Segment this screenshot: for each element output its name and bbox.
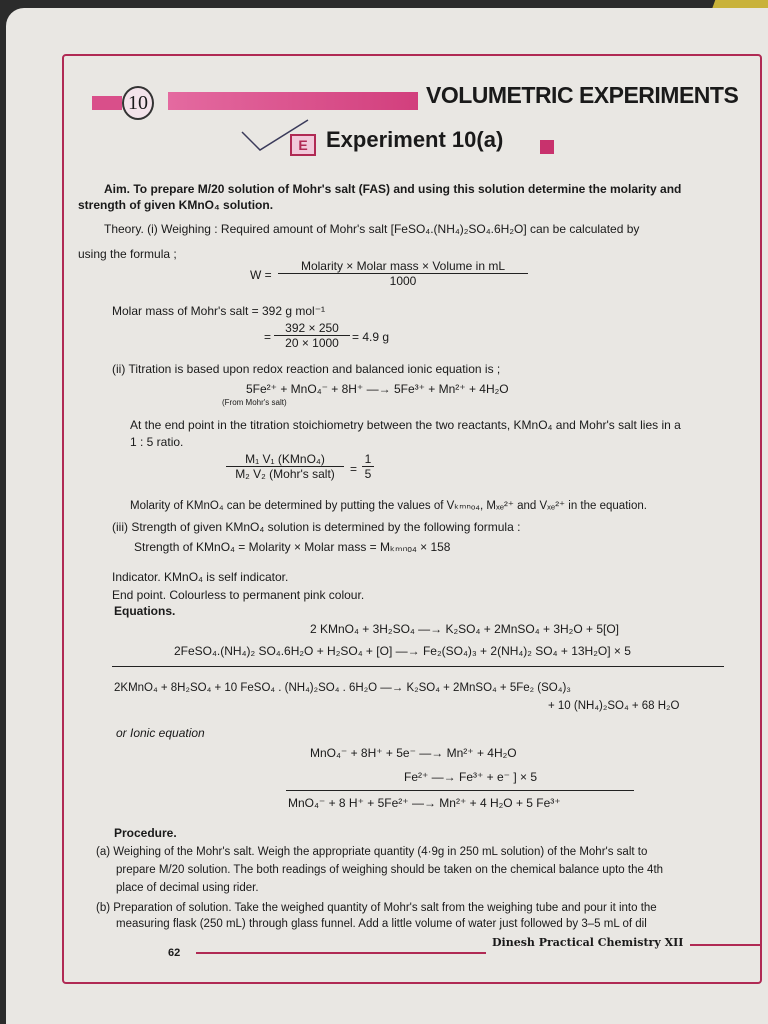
procedure-b-line-1: (b) Preparation of solution. Take the weighed quantity of Mohr's salt from the weighing tube and pour it into the [96,902,657,914]
indicator-line: Indicator. KMnO₄ is self indicator. [112,570,289,584]
molar-mass-line: Molar mass of Mohr's salt = 392 g mol⁻¹ [112,304,326,318]
aim-line-1: Aim. To prepare M/20 solution of Mohr's salt (FAS) and using this solution determine the molarity and [104,182,682,196]
procedure-a-line-1: (a) Weighing of the Mohr's salt. Weigh the appropriate quantity (4·9g in 250 mL solution) of the Mohr's salt to [96,846,648,858]
weight-numerator: Molarity × Molar mass × Volume in mL [278,259,528,274]
ratio-denominator: M₂ V₂ (Mohr's salt) [235,467,335,481]
ionic-equation: 5Fe²⁺ + MnO₄⁻ + 8H⁺ —→ 5Fe³⁺ + Mn²⁺ + 4H₂O [246,382,509,396]
strength-formula: Strength of KMnO₄ = Molarity × Molar mass = Mₖₘₙₒ₄ × 158 [134,540,451,554]
procedure-a-line-2: prepare M/20 solution. The both readings of weighing should be taken on the chemical balance upto the 4th [116,864,664,876]
from-mohr-label: (From Mohr's salt) [222,398,287,407]
molarity-line: Molarity of KMnO₄ can be determined by putting the values of Vₖₘₙₒ₄, Mₓₑ²⁺ and Vₓₑ²⁺ in the equation. [130,500,647,512]
procedure-b-line-2: measuring flask (250 mL) through glass funnel. Add a little volume of water just followed by 3–5 mL of dil [116,918,647,930]
strength-intro: (iii) Strength of given KMnO₄ solution is determined by the following formula : [112,520,521,534]
calc-numerator: 392 × 250 [274,321,350,336]
header-decoration-bar [168,92,418,110]
ionic-net: MnO₄⁻ + 8 H⁺ + 5Fe²⁺ —→ Mn²⁺ + 4 H₂O + 5 Fe³⁺ [288,796,561,810]
procedure-a-line-3: place of decimal using rider. [116,882,259,894]
footer-rule-left [196,952,486,954]
equation-1: 2 KMnO₄ + 3H₂SO₄ —→ K₂SO₄ + 2MnSO₄ + 3H₂O + 5[O] [310,622,620,636]
experiment-badge: E [290,134,316,156]
ratio-value-num: 1 [362,452,374,467]
equations-label: Equations. [114,604,176,618]
chapter-number: 10 [122,86,154,120]
aim-line-2: strength of given KMnO₄ solution. [78,198,274,212]
calc-result: = 4.9 g [352,330,390,344]
ratio-numerator: M₁ V₁ (KMnO₄) [226,452,344,467]
equation-2: 2FeSO₄.(NH₄)₂ SO₄.6H₂O + H₂SO₄ + [O] —→ Fe₂(SO₄)₃ + 2(NH₄)₂ SO₄ + 13H₂O] × 5 [174,644,631,658]
equation-3: 2KMnO₄ + 8H₂SO₄ + 10 FeSO₄ . (NH₄)₂SO₄ . 6H₂O —→ K₂SO₄ + 2MnSO₄ + 5Fe₂ (SO₄)₃ [114,682,571,694]
page-number: 62 [168,947,181,959]
ratio-fraction [226,452,344,481]
calc-denominator: 20 × 1000 [285,336,339,350]
footer-rule-right [690,944,760,946]
equation-3-continued: + 10 (NH₄)₂SO₄ + 68 H₂O [548,700,680,712]
titration-line: (ii) Titration is based upon redox reaction and balanced ionic equation is ; [112,362,501,376]
book-title-footer: Dinesh Practical Chemistry XII [492,936,684,949]
experiment-title: Experiment 10(a) [326,127,504,152]
endpoint-line-1: At the end point in the titration stoichiometry between the two reactants, KMnO₄ and Mohr's salt lies in a [130,418,681,432]
ionic-half-1: MnO₄⁻ + 8H⁺ + 5e⁻ —→ Mn²⁺ + 4H₂O [310,746,517,760]
experiment-title-square [540,140,554,154]
theory-line-2: using the formula ; [78,247,177,261]
endpoint-line-2: 1 : 5 ratio. [130,435,184,449]
calc-equals: = [264,330,272,344]
header-decoration-left [92,96,122,110]
ratio-value [362,452,374,481]
theory-line-1: Theory. (i) Weighing : Required amount of Mohr's salt [FeSO₄.(NH₄)₂SO₄.6H₂O] can be calculated by [104,222,640,236]
end-point-line: End point. Colourless to permanent pink colour. [112,588,365,602]
ionic-sum-rule [286,790,634,791]
chapter-title: VOLUMETRIC EXPERIMENTS [426,82,739,108]
weight-denominator: 1000 [389,274,417,288]
sum-rule [112,666,724,667]
procedure-label: Procedure. [114,826,177,840]
ionic-equation-label: or Ionic equation [116,726,205,740]
ratio-value-den: 5 [364,467,372,481]
ionic-half-2: Fe²⁺ —→ Fe³⁺ + e⁻ ] × 5 [404,770,538,784]
calc-fraction [274,321,350,350]
weight-label: W = [250,268,272,282]
weight-formula [278,259,528,288]
ratio-equals: = [350,462,358,476]
